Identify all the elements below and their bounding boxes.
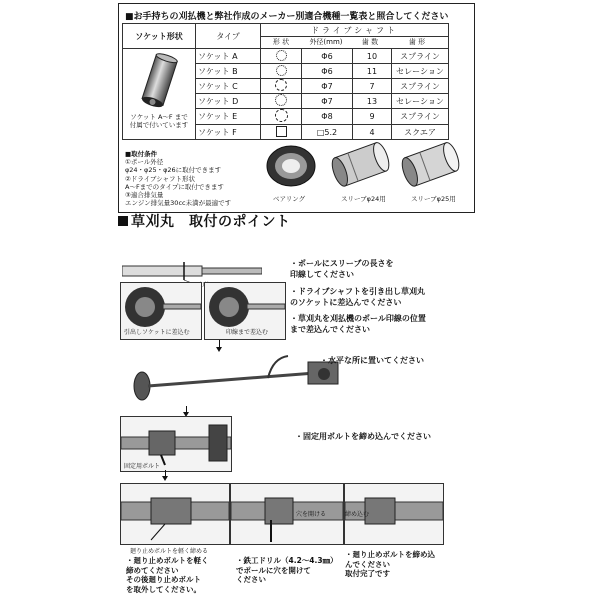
bottom-step-1: ・廻り止めボルトを軽く 締めてください その後廻り止めボルト を取外してください。 [126, 556, 209, 594]
col-socket-shape: ソケット形状 [123, 24, 196, 49]
step3-text: ・草刈丸を刈払機のポール印線の位置 まで差込んでください [290, 314, 426, 334]
bottom-step-3: ・廻り止めボルトを締め込 んでください 取付完了です [345, 550, 435, 578]
step5-text: ・固定用ボルトを締め込んでください [295, 432, 431, 441]
shape-c [261, 79, 302, 94]
arrow-down-icon [162, 476, 168, 481]
mounting-conditions: ■取付条件 ①ポール外径 φ24・φ25・φ26に取付できます ②ドライブシャフト形状 A～Fまでのタイプに取付できます ③適合排気量 エンジン排気量30cc未満が最適です [125, 150, 232, 208]
socket-image [128, 53, 190, 111]
row-type-a: ソケット A [196, 49, 261, 64]
sleeve24-label: スリーブφ24用 [341, 195, 386, 203]
bottom-step-2: ・鉄工ドリル（4.2～4.3㎜） でポールに穴を開けて ください [236, 556, 338, 584]
step4-text: ・水平な所に置いてください [320, 356, 424, 365]
step1-text: ・ポールにスリーブの長さを 印線してください [290, 259, 394, 279]
socket-image-cell: ソケット A～F まで 付属で付いています [123, 49, 196, 140]
row-type-b: ソケット B [196, 64, 261, 79]
arrow-down-icon [216, 347, 222, 352]
step2-text: ・ドライブシャフトを引き出し草刈丸 のソケットに差込んでください [290, 287, 426, 307]
spec-box [118, 3, 475, 213]
col-drive-shaft: ドライブシャフト 形 状 外径(mm) 歯 数 歯 形 [261, 24, 449, 49]
bottom-panel-1 [120, 483, 230, 545]
shape-d [261, 94, 302, 109]
shape-a [261, 49, 302, 64]
shape-b [261, 64, 302, 79]
shape-e [261, 109, 302, 125]
bearing-label: ベアリング [273, 195, 306, 203]
sleeve25-label: スリーブφ25用 [411, 195, 456, 203]
step4-trimmer-illustration [128, 354, 348, 406]
row-type-d: ソケット D [196, 94, 261, 109]
parts-illustration [259, 136, 469, 194]
row-type-f: ソケット F [196, 125, 261, 140]
fixing-bolt-label: 固定用ボルト [124, 463, 161, 470]
col-type: タイプ [196, 24, 261, 49]
parts-images [259, 136, 469, 208]
row-type-c: ソケット C [196, 79, 261, 94]
insert-socket-caption: 引出しソケットに差込む [124, 329, 190, 336]
insert-to-mark-caption: 印線まで差込む [226, 329, 269, 336]
light-tighten-caption: 廻り止めボルトを軽く締める [130, 548, 209, 555]
bottom-panel-2 [230, 483, 344, 545]
drill-caption: 穴を開ける [296, 511, 327, 518]
section-title: 草刈丸 取付のポイント [118, 211, 291, 231]
row-type-e: ソケット E [196, 109, 261, 125]
socket-spec-table: ソケット形状 タイプ ドライブシャフト 形 状 外径(mm) 歯 数 歯 形 ソケット A～F まで 付属で付いています ソケット A Φ6 10 スプライン ソケット B Φ6 11 セレーション ソケット C Φ7 7 スプライン ソケット D Φ7 13 セレーション ソケット E Φ8 9 スプライン ソケット F □5.2 4 スクエア [122, 23, 449, 140]
tighten-caption: 締め込む [345, 511, 370, 518]
spec-header: ■お手持ちの刈払機と弊社作成のメーカー別適合機種一覧表と照合してください [125, 12, 449, 22]
